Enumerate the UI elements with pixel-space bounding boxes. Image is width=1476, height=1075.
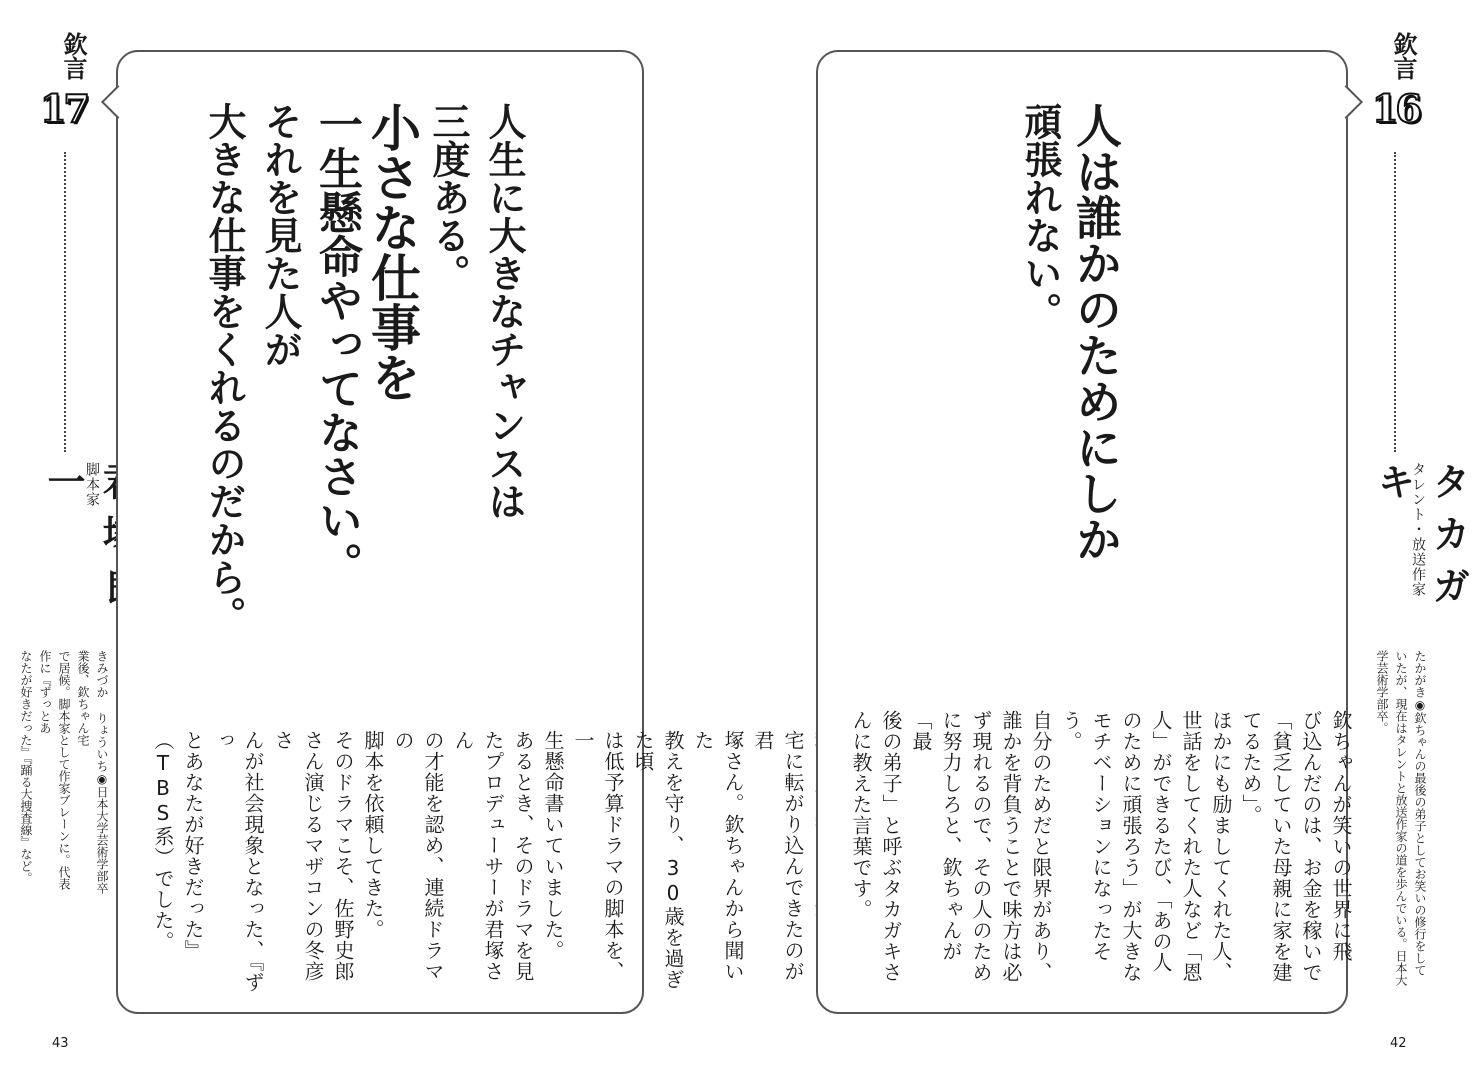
bio-line: いたが、現在はタレントと放送作家の道を歩んでいる。日本大	[1394, 650, 1408, 986]
body-line: 後の弟子」と呼ぶタカガキさ	[879, 710, 903, 983]
body-line: てるため」。	[1239, 710, 1263, 826]
bio-line: なたが好きだった』『踊る大捜査線』など。	[19, 650, 33, 884]
author-name: 一	[41, 462, 85, 514]
author-role: 脚本家	[84, 462, 100, 507]
main-quote	[1012, 102, 1124, 662]
body-line: （TBS系）でした。	[151, 730, 175, 952]
body-line: 欽ちゃんが笑いの世界に飛	[1329, 710, 1353, 962]
body-line: あるとき、そのドラマを見	[511, 730, 535, 982]
body-line: モチベーションになったそう。	[1059, 710, 1113, 962]
body-line: んが社会現象となった、『ずっ	[211, 730, 265, 993]
body-line: ほかにも励ましてくれた人、	[1209, 710, 1233, 983]
body-line: さん演じるマザコンの冬彦さ	[271, 730, 325, 982]
bio-line: きみづか りょういち◉日本大学芸術学部卒業後、欽ちゃん宅	[76, 650, 109, 894]
bio-line: 学芸術学部卒。	[1375, 650, 1389, 734]
quote-line: 三度ある。	[426, 102, 470, 292]
kingen-label: 欽言	[59, 32, 87, 80]
body-line: 宅に転がり込んできたのが君	[751, 730, 805, 982]
divider-dotted	[64, 152, 66, 452]
quote-line: 人生に大きなチャンスは	[482, 102, 526, 520]
body-line: そのドラマこそ、佐野史郎	[331, 730, 355, 982]
author-name: タカガキ	[1371, 462, 1470, 618]
body-line: んに教えた言葉です。	[849, 710, 873, 920]
body-line: 塚さん。欽ちゃんから聞いた	[691, 730, 745, 982]
divider-dotted	[1394, 152, 1396, 452]
body-line: 「貧乏していた母親に家を建	[1269, 710, 1293, 983]
body-line: 自分のためだと限界があり、	[1029, 710, 1053, 983]
body-line: 生懸命書いていました。	[541, 730, 565, 961]
bio-line: たかがき◉欽ちゃんの最後の弟子としてお笑いの修行をして	[1413, 650, 1427, 976]
quote-line: 小さな仕事を	[363, 102, 421, 402]
quote-line: 人は誰かのためにしか	[1069, 102, 1123, 562]
page-number: 43	[52, 1036, 69, 1051]
body-line: ず現れるので、その人のため	[969, 710, 993, 983]
body-line: のために頑張ろう」が大きな	[1119, 710, 1143, 983]
author-bio	[1372, 650, 1429, 995]
body-line: に努力しろと、欽ちゃんが「最	[909, 710, 963, 962]
quote-line: 一生懸命やってなさい。	[311, 102, 362, 586]
quote-line: 頑張れない。	[1018, 102, 1062, 330]
main-quote	[196, 102, 532, 682]
body-line: は低予算ドラマの脚本を、一	[571, 730, 625, 982]
author-bio	[16, 650, 111, 900]
quote-number: 16	[1372, 86, 1419, 131]
quote-line: 大きな仕事をくれるのだから。	[202, 102, 246, 634]
commentary	[148, 730, 838, 1000]
body-line: び込んだのは、お金を稼いで	[1299, 710, 1323, 983]
author-role: タレント・放送作家	[1410, 462, 1426, 597]
kingen-label: 欽言	[1389, 32, 1417, 80]
quote-number: 17	[40, 86, 87, 131]
body-line: の才能を認め、連続ドラマの	[391, 730, 445, 982]
quote-line: それを見た人が	[258, 102, 302, 368]
commentary	[846, 710, 1356, 990]
body-line: 脚本を依頼してきた。	[361, 730, 385, 940]
body-line: 世話をしてくれた人など「恩	[1179, 710, 1203, 983]
bio-line: で居候。脚本家として作家ブレーンに。代表作に『ずっとあ	[38, 650, 71, 890]
page-number: 42	[1390, 1036, 1407, 1051]
body-line: 誰かを背負うことで味方は必	[999, 710, 1023, 983]
body-line: 人」ができるたび、「あの人	[1149, 710, 1173, 973]
body-line: 教えを守り、30歳を過ぎた頃	[631, 730, 685, 990]
body-line: たプロデューサーが君塚さん	[451, 730, 505, 982]
body-line: とあなたが好きだった』	[181, 730, 205, 961]
